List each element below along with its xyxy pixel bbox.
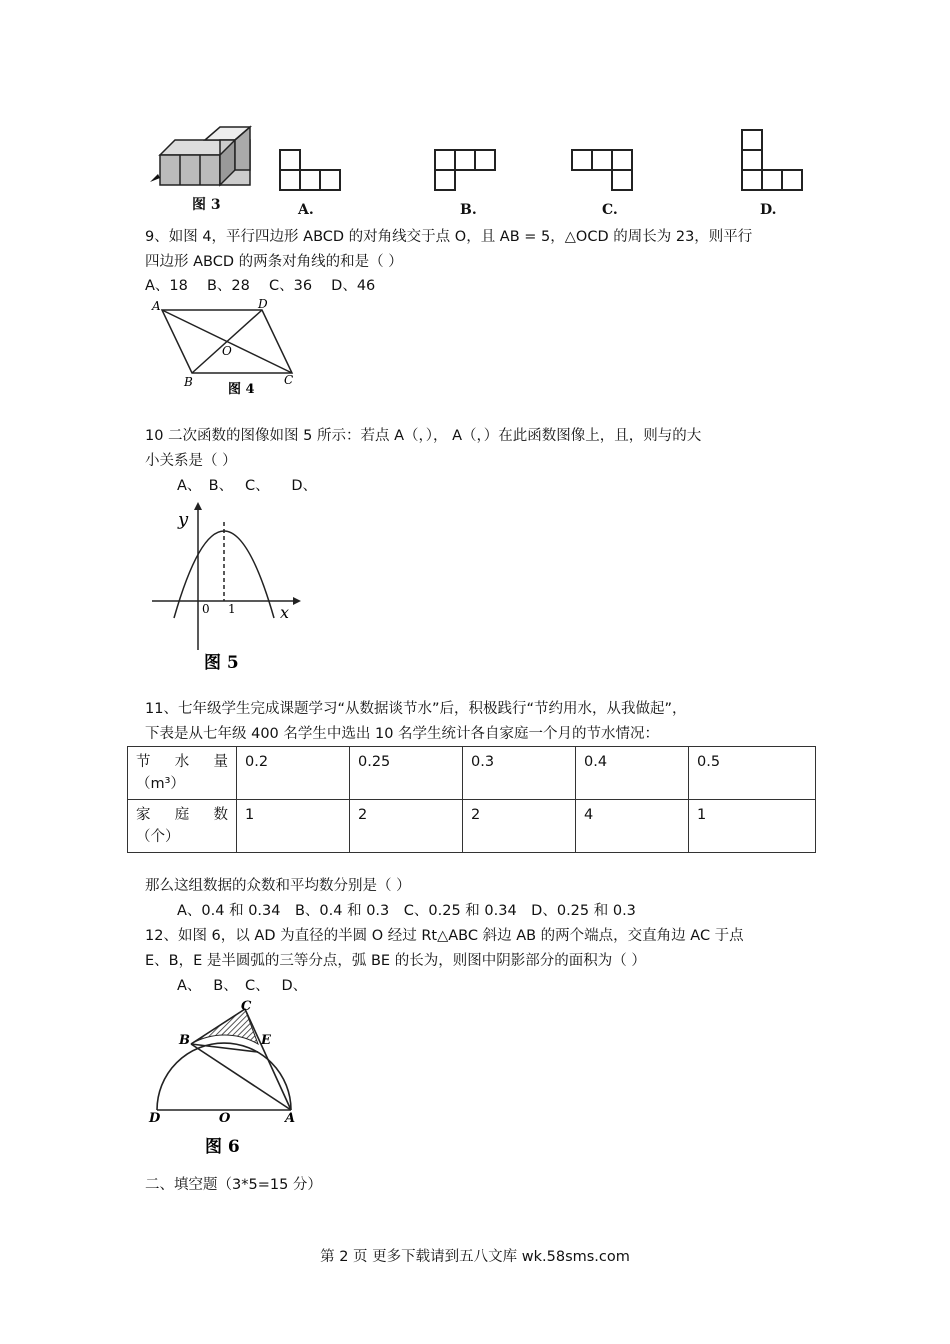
table-cell: 0.25 xyxy=(350,747,463,800)
figure-3-drawing xyxy=(150,120,820,220)
row1-unit: （m³） xyxy=(136,776,185,792)
q11-line-2: 下表是从七年级 400 名学生中选出 10 名学生统计各自家庭一个月的节水情况： xyxy=(145,726,660,742)
fig5-label-y: y xyxy=(178,509,189,530)
q12-choices: A、 B、 C、 D、 xyxy=(177,978,308,994)
fig6-label-d: D xyxy=(149,1111,161,1126)
table-cell-header xyxy=(128,800,237,853)
figure-6 xyxy=(145,998,305,1158)
fig4-label-o: O xyxy=(222,344,232,358)
fig5-label-x: x xyxy=(280,603,290,622)
q11-question: 那么这组数据的众数和平均数分别是（ ） xyxy=(145,878,411,894)
fig4-label-a: A xyxy=(152,299,161,313)
figure-3-option-a: A. xyxy=(298,202,314,218)
fig4-label-b: B xyxy=(184,375,193,389)
fig6-label-b: B xyxy=(179,1033,190,1048)
figure-5-parabola xyxy=(148,500,308,680)
table-cell: 0.4 xyxy=(576,747,689,800)
row2-label-char: 庭 xyxy=(174,807,190,823)
table-cell: 0.5 xyxy=(689,747,816,800)
table-cell: 1 xyxy=(689,800,816,853)
figure-5 xyxy=(148,500,308,680)
figure-3 xyxy=(150,120,820,220)
row1-label-char: 量 xyxy=(213,754,228,770)
row1-label-char: 水 xyxy=(174,754,190,770)
row2-label-char: 数 xyxy=(213,807,228,823)
q11-line-1: 11、七年级学生完成课题学习“从数据谈节水”后，积极践行“节约用水，从我做起”， xyxy=(145,701,687,717)
q9-line-1: 9、如图 4，平行四边形 ABCD 的对角线交于点 O，且 AB = 5，△OCD 的周长为 23，则平行 xyxy=(145,229,753,245)
row1-label-char: 节 xyxy=(136,754,151,770)
table-cell: 0.3 xyxy=(463,747,576,800)
q12-line-2: E、B，E 是半圆弧的三等分点，弧 BE 的长为，则图中阴影部分的面积为（ ） xyxy=(145,953,646,969)
q9-choices: A、18 B、28 C、36 D、46 xyxy=(145,278,376,294)
q9-line-2: 四边形 ABCD 的两条对角线的和是（ ） xyxy=(145,254,403,270)
row2-unit: （个） xyxy=(136,829,180,845)
figure-6-semicircle xyxy=(145,998,305,1158)
row2-label-char: 家 xyxy=(136,807,151,823)
fig6-label-o: O xyxy=(219,1111,231,1126)
fig6-label-a: A xyxy=(285,1111,296,1126)
fig6-caption: 图 6 xyxy=(205,1137,240,1157)
fig5-label-one: 1 xyxy=(228,602,236,616)
figure-3-option-c: C. xyxy=(602,202,618,218)
q10-line-2: 小关系是（ ） xyxy=(145,453,237,469)
table-row xyxy=(128,800,816,853)
q11-choices: A、0.4 和 0.34 B、0.4 和 0.3 C、0.25 和 0.34 D、0.25 和 0.3 xyxy=(177,903,636,919)
figure-3-caption: 图 3 xyxy=(192,197,221,213)
table-cell: 4 xyxy=(576,800,689,853)
fig5-label-origin: 0 xyxy=(202,602,210,616)
water-saving-table xyxy=(127,746,816,853)
table-cell: 2 xyxy=(463,800,576,853)
fig4-caption: 图 4 xyxy=(228,382,255,397)
table-cell: 0.2 xyxy=(237,747,350,800)
figure-3-option-b: B. xyxy=(460,202,477,218)
fig4-label-c: C xyxy=(284,373,294,387)
table-cell: 2 xyxy=(350,800,463,853)
table-cell: 1 xyxy=(237,800,350,853)
q10-choices: A、 B、 C、 D、 xyxy=(177,478,318,494)
fig6-label-e: E xyxy=(261,1033,271,1048)
table-cell-header xyxy=(128,747,237,800)
page-footer: 第 2 页 更多下载请到五八文库 wk.58sms.com xyxy=(320,1249,630,1265)
figure-3-option-d: D. xyxy=(760,202,777,218)
fig6-label-c: C xyxy=(241,999,252,1014)
fig4-label-d: D xyxy=(258,298,268,311)
fig5-caption: 图 5 xyxy=(204,653,239,673)
section-2-heading: 二、填空题（3*5=15 分） xyxy=(145,1177,322,1193)
q12-line-1: 12、如图 6，以 AD 为直径的半圆 O 经过 Rt△ABC 斜边 AB 的两个端点，交直角边 AC 于点 xyxy=(145,928,744,944)
q10-line-1: 10 二次函数的图像如图 5 所示：若点 A（，）， A（，）在此函数图像上，且，则与的大 xyxy=(145,428,702,444)
figure-4 xyxy=(150,298,310,398)
figure-4-parallelogram xyxy=(150,298,310,398)
table-row xyxy=(128,747,816,800)
